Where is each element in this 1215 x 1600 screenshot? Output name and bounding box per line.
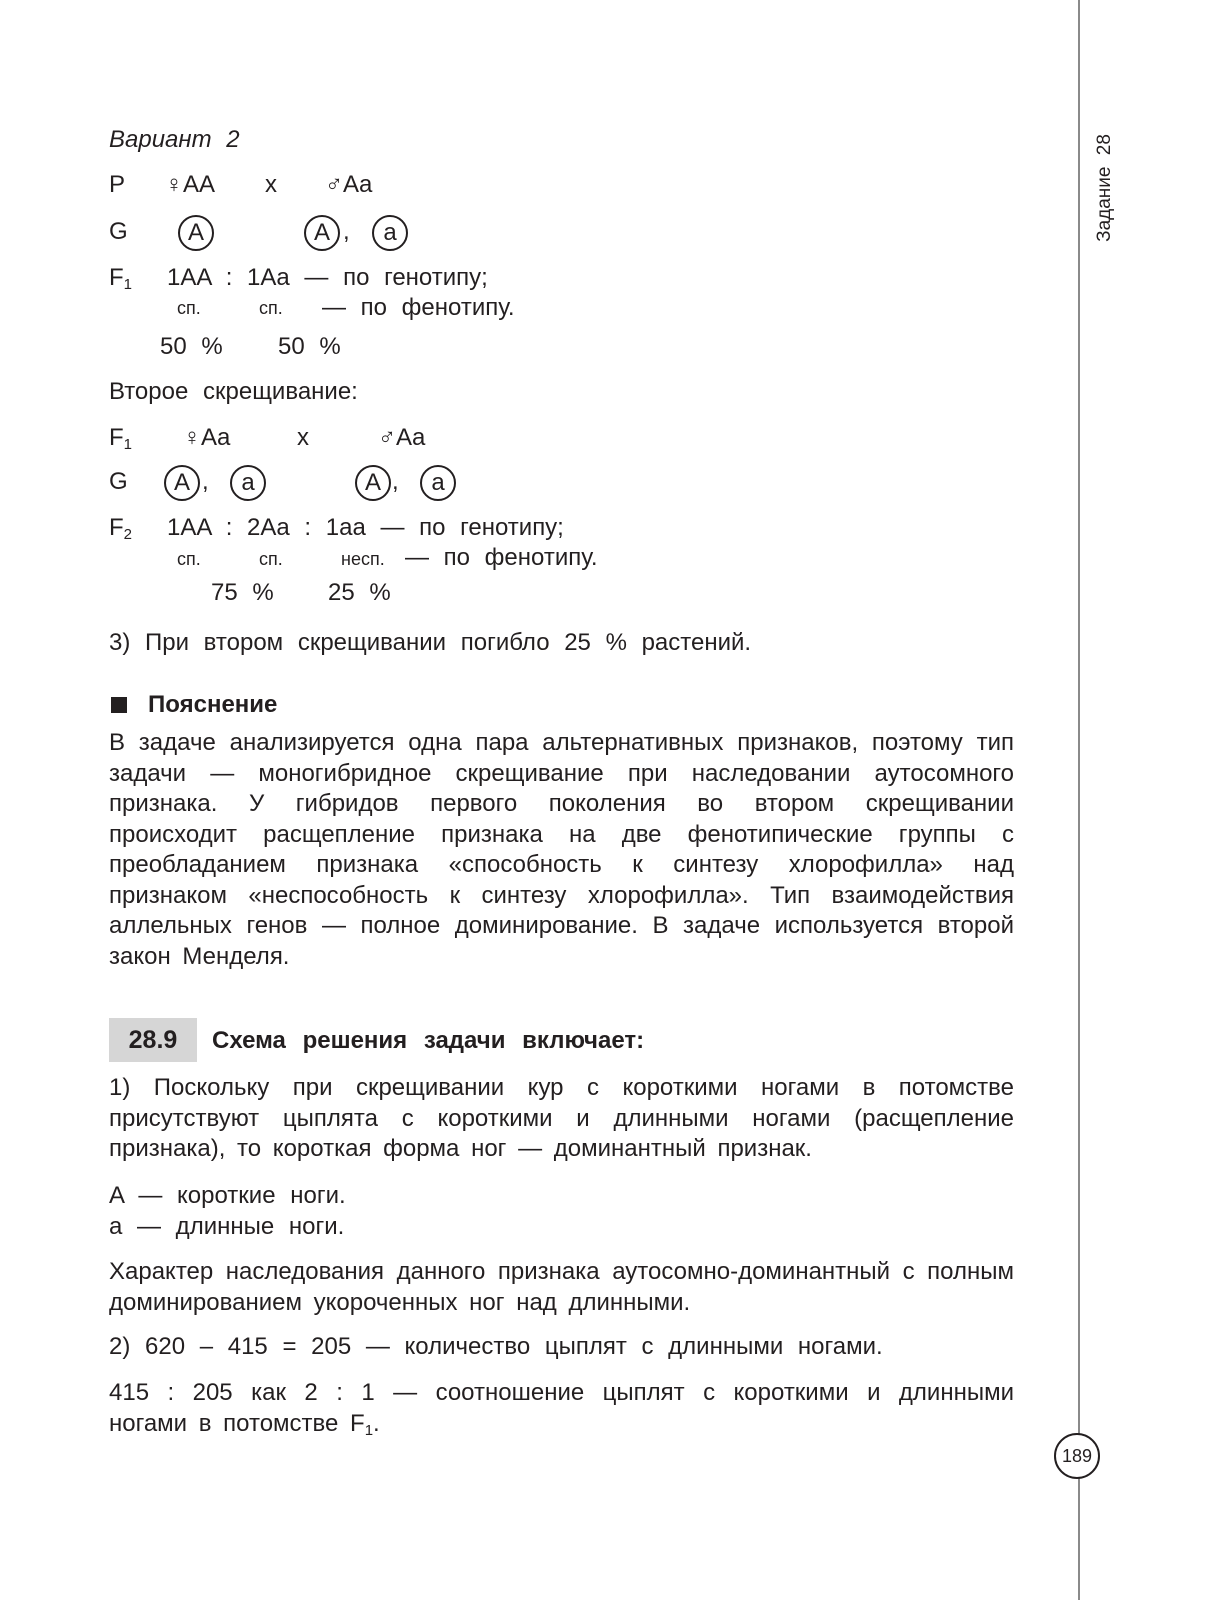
comma: ,: [343, 218, 350, 245]
f2-label: [109, 513, 132, 543]
p-cross: x: [265, 171, 277, 198]
f2-phenotype-text: — по фенотипу.: [405, 544, 598, 571]
cross-sign: x: [297, 424, 309, 451]
f1-phenotype-text: — по фенотипу.: [322, 294, 515, 321]
f2-subscript: 2: [123, 526, 133, 543]
g-label: G: [109, 218, 128, 245]
variant-heading: Вариант 2: [109, 126, 240, 153]
ratio-text: [109, 1378, 1014, 1439]
f1-label: [109, 263, 132, 293]
gamete-circle: A: [164, 465, 200, 501]
second-cross-heading: Второе скрещивание:: [109, 378, 358, 405]
comma: ,: [202, 468, 209, 495]
comma: ,: [392, 468, 399, 495]
f1-label-2: [109, 423, 132, 453]
inheritance-character: Характер наследования данного признака аутосомно-доминантный с полным доминированием укороченных ног над длинными.: [109, 1258, 1014, 1316]
page-number: 189: [1054, 1433, 1100, 1479]
gamete-circle: a: [372, 215, 408, 251]
gamete-circle: A: [304, 215, 340, 251]
task-number-badge: 28.9: [109, 1018, 197, 1062]
f2-genotype: 1AA : 2Aa : 1aa — по генотипу;: [167, 514, 564, 541]
task-point-1: 1) Поскольку при скрещивании кур с короткими ногами в потомстве присутствуют цыплята с короткими и длинными ногами (расщепление признака), то короткая форма ног — доминантный признак.: [109, 1074, 1014, 1162]
f2-letter: F: [109, 514, 124, 541]
gamete-circle: a: [420, 465, 456, 501]
phenotype-label: несп.: [341, 549, 385, 569]
gamete-circle: a: [230, 465, 266, 501]
task-point-2: 2) 620 – 415 = 205 — количество цыплят с длинными ногами.: [109, 1333, 883, 1360]
f1-genotype: 1AA : 1Aa — по генотипу;: [167, 264, 488, 291]
percent-value: 75 %: [211, 579, 274, 606]
point-3: 3) При втором скрещивании погибло 25 % растений.: [109, 629, 752, 656]
f1-letter: F: [109, 264, 124, 291]
p-female: ♀AA: [165, 171, 216, 198]
phenotype-label: сп.: [177, 549, 201, 569]
phenotype-label: сп.: [259, 549, 283, 569]
f1-letter: F: [109, 424, 124, 451]
ratio-sentence: 415 : 205 как 2 : 1 — соотношение цыплят с короткими и длинными ногами в потомстве F: [109, 1379, 1014, 1437]
margin-rule: [1078, 0, 1080, 1600]
percent-value: 25 %: [328, 579, 391, 606]
p-label: P: [109, 171, 126, 198]
section-tab: [1093, 128, 1117, 248]
gamete-circle: A: [355, 465, 391, 501]
cross-female: ♀Aa: [183, 424, 231, 451]
bullet-square-icon: [111, 697, 127, 713]
f1-subscript: 1: [123, 276, 133, 293]
percent-value: 50 %: [278, 333, 341, 360]
f1-subscript: 1: [123, 436, 133, 453]
section-label: Задание 28: [1094, 134, 1115, 242]
gamete-circle: A: [178, 215, 214, 251]
explanation-text: В задаче анализируется одна пара альтернативных признаков, поэтому тип задачи — моногибридное скрещивание при наследовании аутосомного признака. У гибридов первого поколения во втором скрещивании происходит расщепление признака на две фенотипические группы с преобладанием признака «способность к синтезу хлорофилла» над признаком «неспособность к синтезу хлорофилла». Тип взаимодействия аллельных генов — полное доминирование. В задаче используется второй закон Менделя.: [109, 729, 1014, 970]
cross-male: ♂Aa: [378, 424, 426, 451]
explanation-heading: Пояснение: [148, 691, 278, 718]
ratio-end: .: [373, 1409, 380, 1437]
ratio-subscript: 1: [364, 1421, 374, 1439]
g-label-2: G: [109, 468, 128, 495]
phenotype-label: сп.: [177, 298, 201, 318]
allele-recessive: a — длинные ноги.: [109, 1213, 345, 1240]
allele-dominant: A — короткие ноги.: [109, 1182, 346, 1209]
task-heading: Схема решения задачи включает:: [212, 1027, 645, 1054]
p-male: ♂Aa: [325, 171, 373, 198]
percent-value: 50 %: [160, 333, 223, 360]
phenotype-label: сп.: [259, 298, 283, 318]
